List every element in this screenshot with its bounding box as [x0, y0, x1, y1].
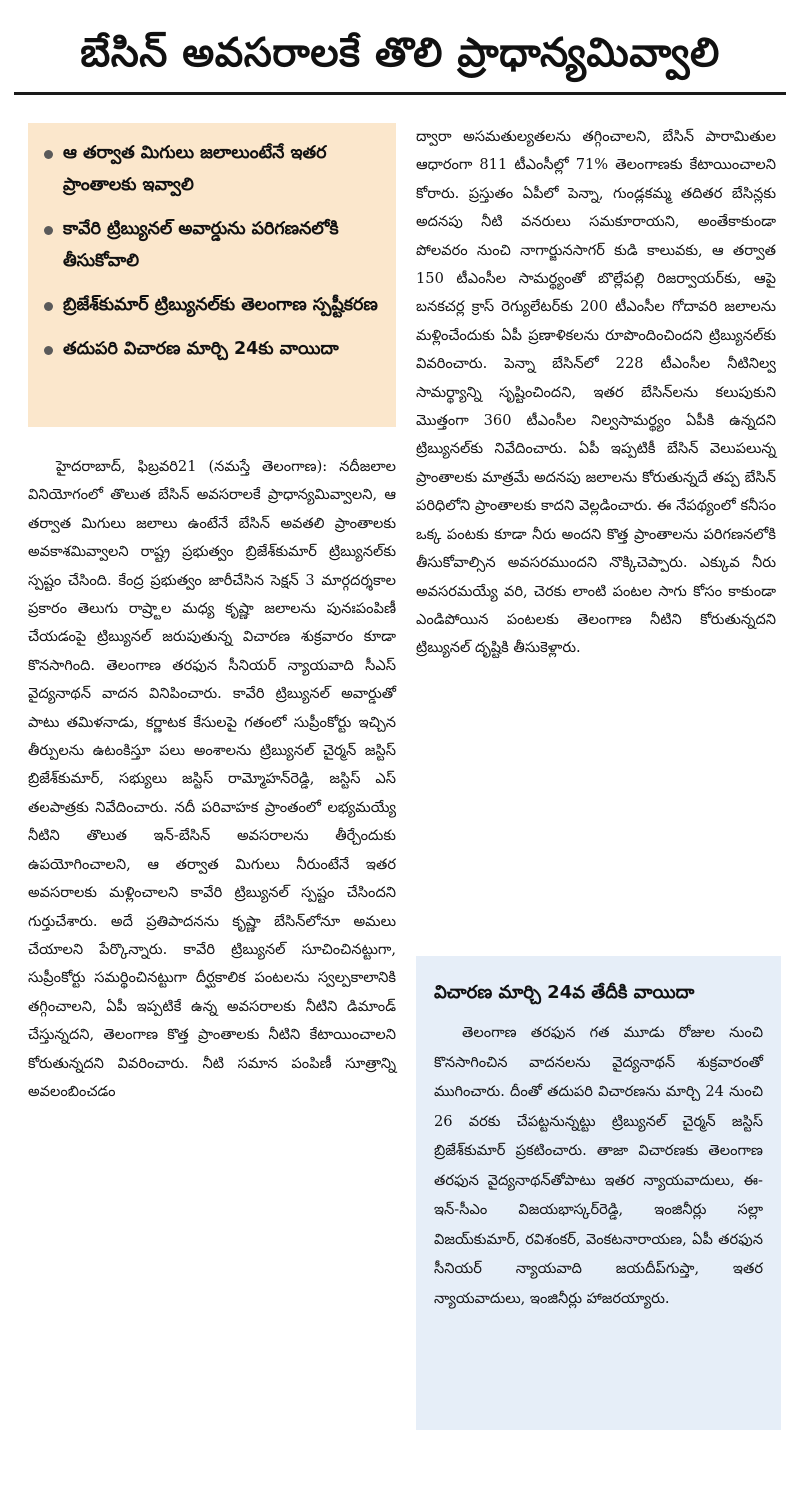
headline: బేసిన్ అవసరాలకే తొలి ప్రాధాన్యమివ్వాలి: [14, 14, 786, 95]
highlight-item: [42, 213, 378, 277]
highlight-text: ఆ తర్వాత మిగులు జలాలుంటేనే ఇతర ప్రాంతాలకు ఇవ్వాలి: [63, 143, 327, 195]
bullet-icon: [44, 302, 53, 311]
bullet-icon: [44, 226, 53, 235]
bullet-icon: [44, 150, 53, 159]
sidebar-title: విచారణ మార్చి 24వ తేదీకి వాయిదా: [434, 982, 695, 1003]
highlight-text: బ్రిజేశ్‌కుమార్ ట్రిబ్యునల్‌కు తెలంగాణ స్పష్టీకరణ: [63, 295, 378, 315]
highlights-box: [28, 123, 396, 427]
highlight-item: [42, 333, 378, 365]
sidebar-box: [416, 956, 781, 1430]
highlight-item: [42, 137, 378, 201]
highlight-text: తదుపరి విచారణ మార్చి 24కు వాయిదా: [63, 339, 339, 359]
sidebar-text: తెలంగాణ తరఫున గత మూడు రోజుల నుంచి కొనసాగించిన వాదనలను వైద్యనాథన్ శుక్రవారంతో ముగించారు. దీంతో తదుపరి విచారణను మార్చి 24 నుంచి 26 వరకు చేపట్టనున్నట్టు ట్రిబ్యునల్ చైర్మన్ జస్టిస్ బ్రిజేశ్‌కుమార్ ప్రకటించారు. తాజా విచారణకు తెలంగాణ తరఫున వైద్యనాథన్‌తోపాటు ఇతర న్యాయవాదులు, ఈ-ఇన్-సీఎం విజయభాస్కర్‌రెడ్డి, ఇంజినీర్లు సల్లా విజయ్‌కుమార్, రవిశంకర్, వెంకటనారాయణ, ఏపీ తరఫున సీనియర్ న్యాయవాది జయదీప్‌గుప్తా, ఇతర న్యాయవాదులు, ఇంజినీర్లు హాజరయ్యారు.: [434, 1024, 763, 1307]
right-column: [416, 123, 776, 663]
highlight-text: కావేరి ట్రిబ్యునల్ అవార్డును పరిగణనలోకి తీసుకోవాలి: [63, 219, 339, 271]
article-body-right: ద్వారా అసమతుల్యతలను తగ్గించాలని, బేసిన్ పారామితుల ఆధారంగా 811 టీఎంసీల్లో 71% తెలంగాణకు కేటాయించాలని కోరారు. ప్రస్తుతం ఏపీలో పెన్నా, గుండ్లకమ్మ తదితర బేసిన్లకు అదనపు నీటి వనరులు సమకూరాయని, అంతేకాకుండా పోలవరం నుంచి నాగార్జునసాగర్ కుడి కాలువకు, ఆ తర్వాత 150 టీఎంసీల సామర్థ్యంతో బొల్లేపల్లి రిజర్వాయర్‌కు, ఆపై బనకచర్ల క్రాస్ రెగ్యులేటర్‌కు 200 టీఎంసీల గోదావరి జలాలను మళ్లించేందుకు ఏపీ ప్రణాళికలను రూపొందించిందని ట్రిబ్యునల్‌కు వివరించారు. పెన్నా బేసిన్‌లో 228 టీఎంసీల నీటినిల్వ సామర్థ్యాన్ని సృష్టించిందని, ఇతర బేసిన్‌లను కలుపుకుని మొత్తంగా 360 టీఎంసీల నిల్వసామర్థ్యం ఏపీకి ఉన్నదని ట్రిబ్యునల్‌కు నివేదించారు. ఏపీ ఇప్పటికీ బేసిన్ వెలుపలున్న ప్రాంతాలకు మాత్రమే అదనపు జలాలను కోరుతున్నదే తప్ప బేసిన్ పరిధిలోని ప్రాంతాలకు కాదని వెల్లడించారు. ఈ నేపథ్యంలో కనీసం ఒక్క పంటకు కూడా నీరు అందని కొత్త ప్రాంతాలను పరిగణనలోకి తీసుకోవాల్సిన అవసరముందని నొక్కిచెప్పారు. ఎక్కువ నీరు అవసరమయ్యే వరి, చెరకు లాంటి పంటల సాగు కోసం కాకుండా ఎండిపోయిన పంటలకు తెలంగాణ నీటిని కోరుతున్నదని ట్రిబ్యునల్ దృష్టికి తీసుకెళ్లారు.: [416, 128, 776, 657]
left-column: [28, 123, 396, 1106]
bullet-icon: [44, 346, 53, 355]
article-body-left: హైదరాబాద్, ఫిబ్రవరి21 (నమస్తే తెలంగాణ): నదీజలాల వినియోగంలో తొలుత బేసిన్ అవసరాలకే ప్రాధాన్యమివ్వాలని, ఆ తర్వాత మిగులు జలాలు ఉంటేనే బేసిన్ అవతలి ప్రాంతాలకు అవకాశమివ్వాలని రాష్ట్ర ప్రభుత్వం బ్రిజేశ్‌కుమార్ ట్రిబ్యునల్‌కు స్పష్టం చేసింది. కేంద్ర ప్రభుత్వం జారీచేసిన సెక్షన్ 3 మార్గదర్శకాల ప్రకారం తెలుగు రాష్ర్టాల మధ్య కృష్ణా జలాలను పునఃపంపిణీ చేయడంపై ట్రిబ్యునల్ జరుపుతున్న విచారణ శుక్రవారం కూడా కొనసాగింది. తెలంగాణ తరఫున సీనియర్ న్యాయవాది సీఎస్ వైద్యనాథన్ వాదన వినిపించారు. కావేరి ట్రిబ్యునల్ అవార్డుతో పాటు తమిళనాడు, కర్ణాటక కేసులపై గతంలో సుప్రీంకోర్టు ఇచ్చిన తీర్పులను ఉటంకిస్తూ పలు అంశాలను ట్రిబ్యునల్ చైర్మన్ జస్టిస్ బ్రిజేశ్‌కుమార్, సభ్యులు జస్టిస్ రామ్మోహన్‌రెడ్డి, జస్టిస్ ఎస్ తలపాత్రకు నివేదించారు. నదీ పరివాహక ప్రాంతంలో లభ్యమయ్యే నీటిని తొలుత ఇన్-బేసిన్ అవసరాలను తీర్చేందుకు ఉపయోగించాలని, ఆ తర్వాత మిగులు నీరుంటేనే ఇతర అవసరాలకు మళ్లించాలని కావేరి ట్రిబ్యునల్ స్పష్టం చేసిందని గుర్తుచేశారు. అదే ప్రతిపాదనను కృష్ణా బేసిన్‌లోనూ అమలు చేయాలని పేర్కొన్నారు. కావేరి ట్రిబ్యునల్ సూచించినట్టుగా, సుప్రీంకోర్టు సమర్థించినట్టుగా దీర్ఘకాలిక పంటలను స్వల్పకాలానికి తగ్గించాలని, ఏపీ ఇప్పటికే ఉన్న అవసరాలకు నీటిని డిమాండ్ చేస్తున్నదని, తెలంగాణ కొత్త ప్రాంతాలకు నీటిని కేటాయించాలని కోరుతున్నదని వివరించారు. నీటి సమాన పంపిణీ సూత్రాన్ని అవలంబించడం: [28, 458, 396, 1100]
highlight-item: [42, 289, 378, 321]
